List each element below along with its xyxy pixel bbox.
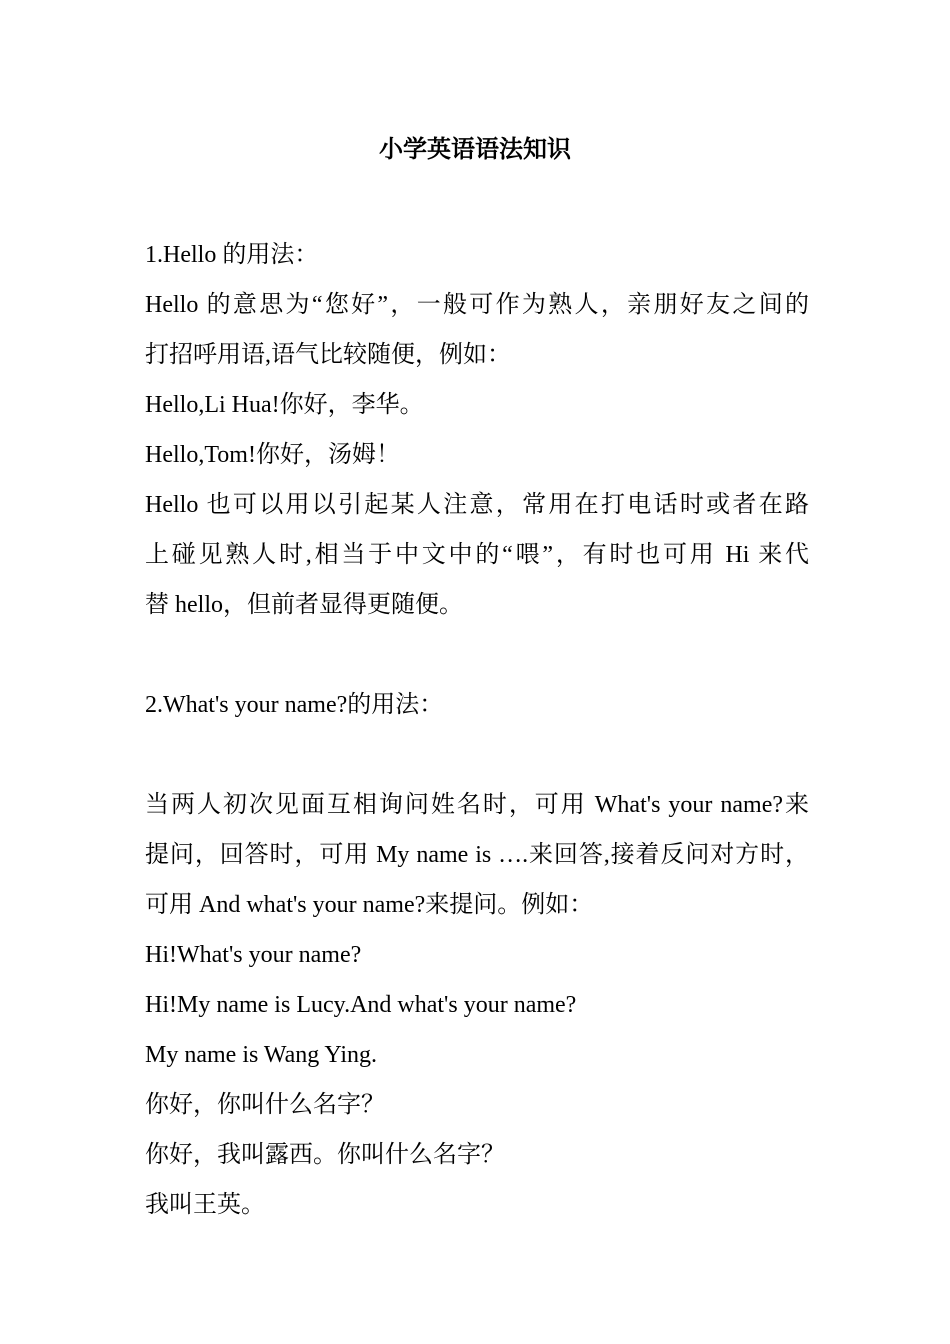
dialog-chinese-line-1: 你好，你叫什么名字？ bbox=[145, 1092, 385, 1118]
document-body bbox=[145, 230, 809, 1230]
section-1-example-2: Hello,Tom!你好，汤姆！ bbox=[145, 442, 400, 468]
section-2-paragraph-1-line-1: 当两人初次见面互相询问姓名时，可用 What's your name?来 bbox=[145, 792, 809, 818]
dialog-english-line-1: Hi!What's your name? bbox=[145, 942, 362, 968]
section-1-paragraph-1-line-2: 打招呼用语,语气比较随便，例如： bbox=[145, 342, 511, 368]
spacer bbox=[145, 630, 809, 680]
document-title: 小学英语语法知识 bbox=[379, 137, 571, 163]
section-1-heading: 1.Hello 的用法： bbox=[145, 242, 319, 268]
section-1-paragraph-2-line-1: Hello 也可以用以引起某人注意，常用在打电话时或者在路 bbox=[145, 492, 809, 518]
section-2-heading: 2.What's your name?的用法： bbox=[145, 692, 444, 718]
section-1-paragraph-2-line-3: 替 hello，但前者显得更随便。 bbox=[145, 592, 463, 618]
section-1-paragraph-2-line-2: 上碰见熟人时,相当于中文中的“喂”，有时也可用 Hi 来代 bbox=[145, 542, 809, 568]
section-2-paragraph-1-line-3: 可用 And what's your name?来提问。例如： bbox=[145, 892, 594, 918]
section-2-paragraph-1-line-2: 提问，回答时，可用 My name is ….来回答,接着反问对方时， bbox=[145, 842, 809, 868]
section-1-example-1: Hello,Li Hua!你好，李华。 bbox=[145, 392, 424, 418]
dialog-chinese-line-3: 我叫王英。 bbox=[145, 1192, 265, 1218]
section-1-paragraph-1-line-1: Hello 的意思为“您好”，一般可作为熟人，亲朋好友之间的 bbox=[145, 292, 809, 318]
dialog-english-line-2: Hi!My name is Lucy.And what's your name? bbox=[145, 992, 577, 1018]
spacer bbox=[145, 730, 809, 780]
dialog-chinese-line-2: 你好，我叫露西。你叫什么名字？ bbox=[145, 1142, 505, 1168]
dialog-english-line-3: My name is Wang Ying. bbox=[145, 1042, 378, 1068]
